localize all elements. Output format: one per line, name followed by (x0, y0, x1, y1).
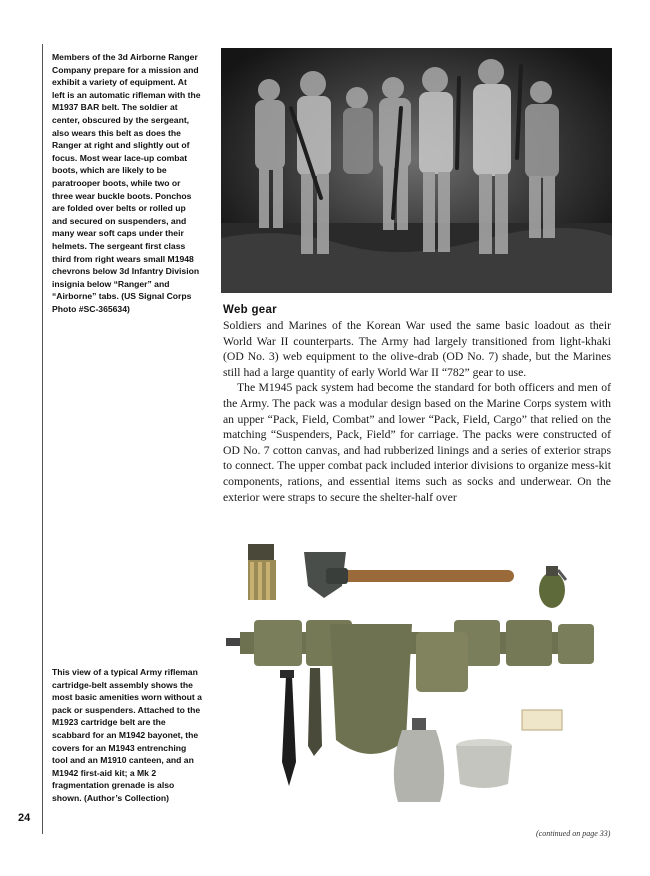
section-heading: Web gear (223, 304, 277, 316)
page-number: 24 (18, 812, 31, 824)
body-paragraph: The M1945 pack system had become the standard for both officers and men of the Army. The pack was a modular design based on the Marine Corps system with an upper “Pack, Field, Combat” and lower “Pack, Field, Cargo” that relied on the matching “Suspenders, Pack, Field” for carriage. The packs were constructed of OD No. 7 cotton canvas, and had rubberized linings and a series of exterior straps to connect. The upper combat pack included interior divisions to organize mess-kit components, rations, and essential items such as socks and underwear. On the exterior were straps to secure the shelter-half over (223, 381, 611, 504)
body-text (223, 318, 611, 505)
cartridge-belt-photo (226, 540, 616, 825)
canteen-cup-icon (456, 739, 512, 788)
photo-caption-belt: This view of a typical Army rifleman cartridge-belt assembly shows the most basic amenities worn without a pack or suspenders. Attached to the M1923 cartridge belt are the scabbard for an M1942 bayonet, the covers for an M1943 entrenching tool and an M1910 canteen, and an M1942 first-aid kit; a Mk 2 fragmentation grenade is also shown. (Author’s Collection) (52, 667, 202, 803)
first-aid-card-icon (522, 710, 562, 730)
body-paragraph: Soldiers and Marines of the Korean War used the same basic loadout as their World War II counterparts. The Army had largely transitioned from light-khaki (OD No. 3) web equipment to the olive-drab (OD No. 7) shade, but the Marines still had a large quantity of early World War II “782” gear to use. (223, 319, 611, 379)
first-aid-pouch-icon (416, 632, 468, 692)
continued-note: (continued on page 33) (536, 829, 611, 838)
rangers-photo (221, 48, 612, 293)
photo-caption-rangers: Members of the 3d Airborne Ranger Company prepare for a mission and exhibit a variety of equipment. At left is an automatic rifleman with the M1937 BAR belt. The soldier at center, obscured by the sergeant, also wears this belt as does the Ranger at right and slightly out of focus. Most wear lace-up combat boots, which are likely to be paratrooper boots, while two or three wear buckle boots. Ponchos are folded over belts or rolled up and secured on suspenders, and many wear soft caps under their helmets. The sergeant first class third from right wears small M1948 chevrons below 3d Infantry Division insignia below “Ranger” and “Airborne” tabs. (US Signal Corps Photo #SC-365634) (52, 52, 201, 314)
tool-cover-icon (330, 624, 412, 754)
ammo-clip-icon (248, 544, 276, 600)
margin-rule (42, 44, 43, 834)
